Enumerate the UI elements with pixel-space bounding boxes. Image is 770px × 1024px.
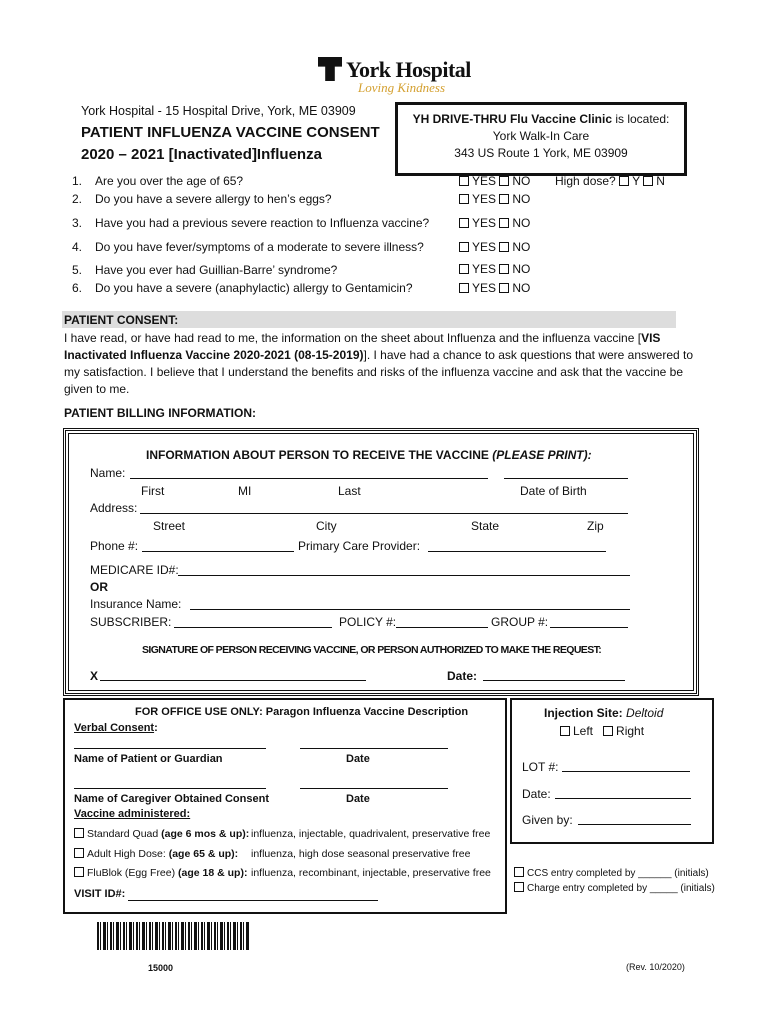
clinic-name: YH DRIVE-THRU Flu Vaccine Clinic xyxy=(412,112,612,126)
signature-field[interactable] xyxy=(100,680,366,681)
pcp-field[interactable] xyxy=(428,551,606,552)
high-dose-question: High dose? Y N xyxy=(555,174,665,188)
yes-no-row-1: YES NO xyxy=(459,174,530,188)
lot-field[interactable] xyxy=(562,771,690,772)
high-dose-checkbox[interactable] xyxy=(74,848,84,858)
name-field[interactable] xyxy=(130,478,488,479)
left-checkbox[interactable] xyxy=(560,726,570,736)
vaccine-desc: influenza, injectable, quadrivalent, preservative free xyxy=(251,828,491,840)
pcp-label: Primary Care Provider: xyxy=(298,539,421,553)
street-label: Street xyxy=(153,519,186,533)
state-label: State xyxy=(471,519,500,533)
injection-side: Left Right xyxy=(560,724,644,738)
name-label: Name: xyxy=(90,466,126,480)
group-field[interactable] xyxy=(550,627,628,628)
question-text: Have you ever had Guillian-Barre’ syndrome? xyxy=(95,263,338,277)
yes-checkbox[interactable] xyxy=(459,218,469,228)
yes-checkbox[interactable] xyxy=(459,194,469,204)
high-dose-no-checkbox[interactable] xyxy=(643,176,653,186)
signature-heading: SIGNATURE OF PERSON RECEIVING VACCINE, OR PERSON AUTHORIZED TO MAKE THE REQUEST: xyxy=(142,644,602,656)
injection-date-field[interactable] xyxy=(555,798,691,799)
clinic-location-box xyxy=(395,102,687,176)
caregiver-date-field[interactable] xyxy=(300,788,448,789)
address-label: Address: xyxy=(90,501,138,515)
ccs-checkbox[interactable] xyxy=(514,867,524,877)
insurance-label: Insurance Name: xyxy=(90,597,182,611)
yes-no-row-6: YES NO xyxy=(459,281,530,295)
caregiver-date-label: Date xyxy=(346,793,370,805)
question-number: 3. xyxy=(72,216,83,230)
charge-checkbox[interactable] xyxy=(514,882,524,892)
no-checkbox[interactable] xyxy=(499,264,509,274)
flublok-checkbox[interactable] xyxy=(74,867,84,877)
vaccine-desc: influenza, high dose seasonal preservative free xyxy=(251,848,471,860)
question-text: Are you over the age of 65? xyxy=(95,174,244,188)
question-number: 5. xyxy=(72,263,83,277)
vaccine-desc: influenza, recombinant, injectable, preservative free xyxy=(251,867,491,879)
form-code: 15000 xyxy=(148,963,174,973)
standard-quad-checkbox[interactable] xyxy=(74,828,84,838)
visit-id-label: VISIT ID#: xyxy=(74,888,126,900)
vaccine-option-flublok: FluBlok (Egg Free) (age 18 & up): xyxy=(74,867,247,879)
no-checkbox[interactable] xyxy=(499,176,509,186)
patient-guardian-field[interactable] xyxy=(74,748,266,749)
yes-no-row-5: YES NO xyxy=(459,262,530,276)
billing-heading: PATIENT BILLING INFORMATION: xyxy=(64,406,256,420)
subscriber-field[interactable] xyxy=(174,627,332,628)
consent-line-1: I have read, or have had read to me, the information on the sheet about Influenza and the influenza vaccine [VIS xyxy=(64,331,661,345)
caregiver-label: Name of Caregiver Obtained Consent xyxy=(74,793,269,805)
no-checkbox[interactable] xyxy=(499,242,509,252)
question-text: Do you have a severe allergy to hen’s eggs? xyxy=(95,192,332,206)
injection-site-label: Injection Site: Deltoid xyxy=(544,706,664,720)
vaccine-administered-label: Vaccine administered: xyxy=(74,808,191,820)
yes-checkbox[interactable] xyxy=(459,283,469,293)
first-label: First xyxy=(141,484,165,498)
question-number: 6. xyxy=(72,281,83,295)
verbal-consent-label: Verbal Consent: xyxy=(74,722,158,734)
logo-name: York Hospital xyxy=(346,57,471,82)
given-by-field[interactable] xyxy=(578,824,691,825)
no-checkbox[interactable] xyxy=(499,283,509,293)
mi-label: MI xyxy=(238,484,252,498)
consent-date-field[interactable] xyxy=(300,748,448,749)
visit-id-field[interactable] xyxy=(128,900,378,901)
consent-line-3: my satisfaction. I believe that I understand the benefits and risks of the influenza vaccine and ask that the vaccine be xyxy=(64,365,684,379)
no-checkbox[interactable] xyxy=(499,218,509,228)
policy-field[interactable] xyxy=(396,627,488,628)
question-text: Do you have fever/symptoms of a moderate to severe illness? xyxy=(95,240,424,254)
vaccine-option-standard: Standard Quad (age 6 mos & up): xyxy=(74,828,249,840)
yes-checkbox[interactable] xyxy=(459,264,469,274)
consent-heading: PATIENT CONSENT: xyxy=(64,313,179,327)
yes-no-row-3: YES NO xyxy=(459,216,530,230)
given-by-label: Given by: xyxy=(522,813,573,827)
city-label: City xyxy=(316,519,337,533)
charge-entry: Charge entry completed by _____ (initials) xyxy=(514,882,715,894)
medicare-field[interactable] xyxy=(178,575,630,576)
form-subtitle: 2020 – 2021 [Inactivated]Influenza xyxy=(81,146,322,163)
group-label: GROUP #: xyxy=(491,615,549,629)
no-checkbox[interactable] xyxy=(499,194,509,204)
yes-no-row-4: YES NO xyxy=(459,240,530,254)
phone-field[interactable] xyxy=(142,551,294,552)
dob-field[interactable] xyxy=(504,478,628,479)
consent-line-4: given to me. xyxy=(64,382,130,396)
barcode-icon xyxy=(97,922,249,950)
hospital-logo-icon xyxy=(318,57,342,81)
medicare-label: MEDICARE ID#: xyxy=(90,563,179,577)
clinic-address: 343 US Route 1 York, ME 03909 xyxy=(454,146,628,160)
caregiver-field[interactable] xyxy=(74,788,266,789)
question-text: Do you have a severe (anaphylactic) allergy to Gentamicin? xyxy=(95,281,413,295)
patient-guardian-label: Name of Patient or Guardian xyxy=(74,753,223,765)
policy-label: POLICY #: xyxy=(339,615,397,629)
address-field[interactable] xyxy=(140,513,628,514)
consent-date-label: Date xyxy=(346,753,370,765)
vaccine-option-high-dose: Adult High Dose: (age 65 & up): xyxy=(74,848,238,860)
revision: (Rev. 10/2020) xyxy=(626,962,685,972)
last-label: Last xyxy=(338,484,361,498)
yes-checkbox[interactable] xyxy=(459,176,469,186)
consent-line-2: Inactivated Influenza Vaccine 2020-2021 (08-15-2019)]. I have had a chance to ask questions that were answered to xyxy=(64,348,694,362)
high-dose-yes-checkbox[interactable] xyxy=(619,176,629,186)
clinic-located: is located: xyxy=(612,112,670,126)
dob-label: Date of Birth xyxy=(520,484,587,498)
question-number: 2. xyxy=(72,192,83,206)
or-label: OR xyxy=(90,580,108,594)
injection-date-label: Date: xyxy=(522,787,551,801)
yes-checkbox[interactable] xyxy=(459,242,469,252)
question-number: 4. xyxy=(72,240,83,254)
question-text: Have you had a previous severe reaction to Influenza vaccine? xyxy=(95,216,430,230)
signature-date-label: Date: xyxy=(447,669,478,683)
form-title: PATIENT INFLUENZA VACCINE CONSENT xyxy=(81,124,380,141)
insurance-field[interactable] xyxy=(190,609,630,610)
billing-box-title: INFORMATION ABOUT PERSON TO RECEIVE THE VACCINE (PLEASE PRINT): xyxy=(146,448,592,462)
signature-x: X xyxy=(90,669,99,683)
zip-label: Zip xyxy=(587,519,604,533)
yes-no-row-2: YES NO xyxy=(459,192,530,206)
question-number: 1. xyxy=(72,174,83,188)
signature-date-field[interactable] xyxy=(483,680,625,681)
subscriber-label: SUBSCRIBER: xyxy=(90,615,172,629)
ccs-entry: CCS entry completed by ______ (initials) xyxy=(514,867,709,879)
office-title: FOR OFFICE USE ONLY: Paragon Influenza Vaccine Description xyxy=(135,706,469,718)
clinic-site: York Walk-In Care xyxy=(492,129,590,143)
right-checkbox[interactable] xyxy=(603,726,613,736)
hospital-address: York Hospital - 15 Hospital Drive, York, ME 03909 xyxy=(81,104,356,118)
lot-label: LOT #: xyxy=(522,760,559,774)
phone-label: Phone #: xyxy=(90,539,139,553)
logo-tagline: Loving Kindness xyxy=(358,80,446,95)
